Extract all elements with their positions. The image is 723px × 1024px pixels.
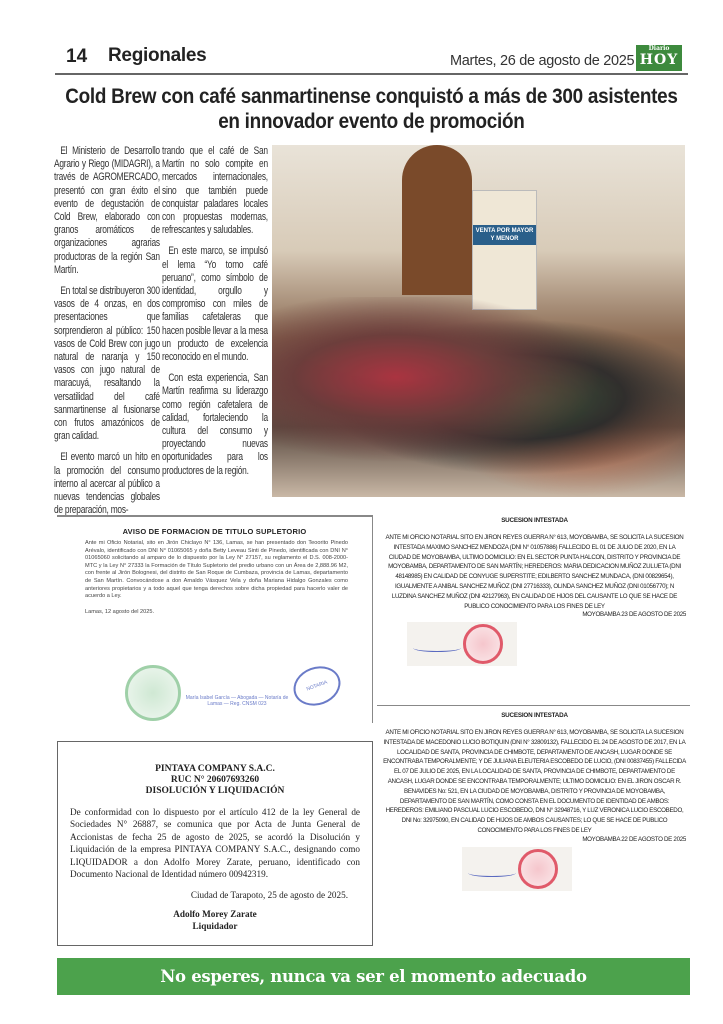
signature-mark xyxy=(468,869,516,877)
article-paragraph: En total se distribuyeron 300 vasos de 4 onzas, en dos presentaciones que sorprendieron al público: 150 vasos de Cold Brew con jugo natural de naranja y 150 vasos con jugo natural de maracuyá, resaltando la versatilidad del café sanmartinense al fusionarse con frutos amazónicos de gran calidad. xyxy=(54,285,160,443)
notice-sucesion-1 xyxy=(377,517,692,666)
logo-small-text: Diario xyxy=(648,45,670,52)
green-seal-icon xyxy=(125,665,181,721)
notice-body: Ante mi Oficio Notarial, sito en Jirón Chiclayo N° 136, Lamas, se han presentado don Teoorito Pinedo Arévalo, identificado con DNI N° 01065065 y doña Betty Leveau Sinti de Pinedo, identificada con DNI N° 01065060 solicitando al amparo de lo dispuesto por la Ley N° 27157, su reglamento el D.S. 008-2000-MTC y la Ley N° 27333 la Formación de Título Supletorio del predio urbano con un Área de 2,888.96 M2, con frente al Jirón Bolognesi, del distrito de San Roque de Cumbaza, provincia de Lamas, departamento de San Martín. Convocándose a don Arnaldo Vásquez Vela y doña Mariana Hidalgo Gonzales como anteriores propietarios y a todo aquel que tenga derechos sobre dicha propiedad para hacerlo valer de acuerdo a Ley. xyxy=(85,540,348,600)
notice-title: SUCESION INTESTADA xyxy=(501,712,568,719)
logo-big-text: HOY xyxy=(639,52,679,68)
article-paragraph: trando que el café de San Martín no solo compite en mercados internacionales, sino que también puede conquistar paladares locales con propuestas modernas, refrescantes y saludables. xyxy=(162,145,268,237)
red-seal-icon xyxy=(463,624,503,664)
notice-title: SUCESION INTESTADA xyxy=(501,517,568,524)
notice-place-date: Lamas, 12 agosto del 2025. xyxy=(85,608,155,615)
article-paragraph: El Ministerio de Desarrollo Agrario y Riego (MIDAGRI), a través de AGROMERCADO, presentó con gran éxito el evento de degustación de Cold Brew, elaborado con granos aromáticos de organizaciones agrarias productoras de la región San Martín. xyxy=(54,145,160,276)
notice-sucesion-2 xyxy=(377,712,692,891)
notary-signature: María Isabel García — Abogada — Notaría de Lamas — Reg. CNSM 023 xyxy=(185,695,289,707)
divider xyxy=(377,705,690,706)
section-title: Regionales xyxy=(108,45,207,66)
company-name: PINTAYA COMPANY S.A.C. xyxy=(155,764,275,774)
notice-titulo-supletorio xyxy=(57,515,373,723)
notice-subject: DISOLUCIÓN Y LIQUIDACIÓN xyxy=(145,786,285,796)
article-headline: Cold Brew con café sanmartinense conquistó a más de 300 asistentes en innovador evento de promoción xyxy=(65,85,678,133)
doorway-arch xyxy=(402,145,472,295)
promo-banner xyxy=(472,190,537,310)
header-rule xyxy=(55,73,688,75)
footer-banner: No esperes, nunca va ser el momento adecuado xyxy=(57,958,690,995)
notice-place-date: Ciudad de Tarapoto, 25 de agosto de 2025. xyxy=(190,890,348,901)
crowd xyxy=(272,297,685,497)
notice-date: MOYOBAMBA 23 DE AGOSTO DE 2025 xyxy=(582,611,686,619)
notice-pintaya xyxy=(57,741,373,946)
article-paragraph: Con esta experiencia, San Martín reafirma su liderazgo como región cafetalera de calidad, fortaleciendo la cultura del consumo y proyectando nuevas oportunidades para los productores de la región. xyxy=(162,372,268,477)
article-paragraph: El evento marcó un hito en la promoción del consumo interno al acercar al público a nuevas tendencias globales de preparación, mos- xyxy=(54,451,160,517)
article-photo xyxy=(272,145,685,497)
article-paragraph: En este marco, se impulsó el lema “Yo tomo café peruano”, como símbolo de identidad, orgullo y compromiso con miles de familias cafetaleras que hacen posible llevar a la mesa un producto de excelencia reconocido en el mundo. xyxy=(162,245,268,364)
headline-container xyxy=(60,84,683,140)
notary-stamp-text: NOTARIA xyxy=(305,679,329,693)
signer-role: Liquidador xyxy=(192,921,238,932)
notice-body: ANTE MI OFICIO NOTARIAL SITO EN JIRON REYES GUERRA N° 613, MOYOBAMBA, SE SOLICITA LA SUCESION INTESTADA DE MACEDONIO LUCIO BOTIQUIN (DNI N° 32809132), FALLECIDO EL 24 DE AGOSTO DE 2017, EN LA LOCALIDAD DE SANTA, PROVINCIA DE CHIMBOTE, DEPARTAMENTO DE ANCASH, LUGAR DONDE SE ENCONTRABA TEMPORALMENTE; Y DE JULIANA ELEUTERIA ESCOBEDO DE LUCIO, (DNI 00837455) FALLECIDA EL 07 DE JULIO DE 2025, EN LA LOCALIDAD DE SANTA, PROVINCIA DE CHIMBOTE, DEPARTAMENTO DE ANCASH, LUGAR DONDE SE ENCONTRABA TEMPORALMENTE; ULTIMO DOMICILIO: EN EL JIRON OSCAR R. BENAVIDES No: 521, EN LA CIUDAD DE MOYOBAMBA, DISTRITO Y PROVINCIA DE MOYOBAMBA, DEPARTAMENTO DE SAN MARTÍN, COMO CONSTA EN EL DOCUMENTO DE IDENTIDAD DE AMBOS: HEREDEROS: EMILIANO PASCUAL LUCIO ESCOBEDO, DNI N° 32948716, Y LUZ VERONICA LUCIO ESCOBEDO, DNI No: 32975090, EN CALIDAD DE HIJOS DE AMBOS CAUSANTES; LO QUE SE HACE DE PUBLICO CONOCIMIENTO PARA LOS FINES DE LEY xyxy=(383,729,686,834)
notice-title: AVISO DE FORMACION DE TITULO SUPLETORIO xyxy=(122,527,307,536)
article-column-2 xyxy=(162,145,268,497)
notary-stamp-icon xyxy=(288,660,346,712)
company-ruc: RUC N° 20607693260 xyxy=(170,775,260,785)
notice-body: ANTE MI OFICIO NOTARIAL SITO EN JIRON REYES GUERRA N° 613, MOYOBAMBA, SE SOLICITA LA SUCESION INTESTADA MAXIMO SANCHEZ MENDOZA (DNI N° 01057886) FALLECIDO EL 01 DE JULIO DE 2020, EN LA CIUDAD DE MOYOBAMBA, ULTIMO DOMICILIO: EN EL SECTOR PUNTA HALCON, DISTRITO Y PROVINCIA DE MOYOBAMBA, DEPARTAMENTO DE SAN MARTÍN; HEREDEROS: MARIA DEDICACION MUÑOZ ZULUETA (DNI 48148985) EN CALIDAD DE CONYUGE SUPERSTITE; EDILBERTO SANCHEZ MUNDACA, (DNI 00829654), IGUALMENTE A ANIBAL SANCHEZ MUÑOZ (DNI 27716333), OLINDA SANCHEZ MUÑOZ (DNI 01056770); N LUZDINA SANCHEZ MUÑOZ (DNI 42127963), EN CALIDAD DE HIJOS DEL CAUSANTE LO QUE SE HACE DE PUBLICO CONOCIMIENTO PARA LOS FINES DE LEY xyxy=(385,534,684,610)
page-number: 14 xyxy=(66,46,88,67)
notary-stamp-icon xyxy=(462,847,572,891)
red-seal-icon xyxy=(518,849,558,889)
notice-body: De conformidad con lo dispuesto por el artículo 412 de la ley General de Sociedades N° 26887, se comunica que por Acta de Junta General de Accionistas de fecha 25 de agosto de 2025, se acordó la Disolución y Liquidación de la empresa PINTAYA COMPANY S.A.C., designando como LIQUIDADOR a don Adolfo Morey Zarate, peruano, identificado con Documento Nacional de Identidad número 00942319. xyxy=(70,807,360,880)
issue-date: Martes, 26 de agosto de 2025 xyxy=(450,53,635,69)
newspaper-logo xyxy=(636,45,682,71)
notice-date: MOYOBAMBA 22 DE AGOSTO DE 2025 xyxy=(582,835,686,843)
notary-stamp-icon xyxy=(407,622,517,666)
article-column-1 xyxy=(54,145,160,517)
signer-name: Adolfo Morey Zarate xyxy=(173,909,257,920)
signature-mark xyxy=(413,644,461,652)
promo-banner-text: VENTA POR MAYOR Y MENOR xyxy=(473,225,536,245)
